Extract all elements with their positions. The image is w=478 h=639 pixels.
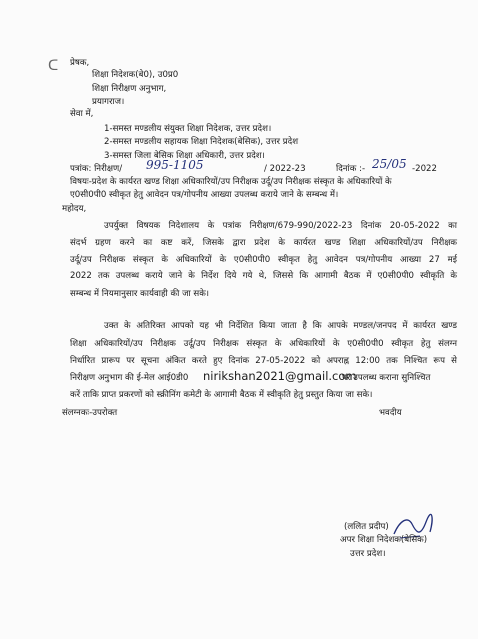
para1-line-1: उपर्युक्त विषयक निदेशालय के पत्रांक निरीक्षण/679-990/2022-23 दिनांक 20-05-2022 का bbox=[104, 221, 457, 231]
para2-line-2: शिक्षा अधिकारियों/उप निरीक्षक उर्दू/उप निरीक्षक संस्कृत के अधिकारियों के ए0सी0पी0 स्वीकृत हेतु संलग्न bbox=[70, 339, 457, 349]
signatory-state: उत्तर प्रदेश। bbox=[350, 549, 386, 559]
date-handwritten: 25/05 bbox=[372, 157, 407, 171]
ref-prefix: पत्रांक: निरीक्षण/ bbox=[70, 164, 123, 174]
para2-last-line: करें ताकि प्राप्त प्रकरणों को स्क्रीनिंग कमेटी के आगामी बैठक में स्वीकृति हेतु प्रस्तुत किया जा सके। bbox=[70, 390, 373, 400]
para2-line-3: निर्धारित प्रारूप पर सूचना अंकित करते हुए दिनांक 27-05-2022 को अपराह्न 12:00 तक निश्चित रूप से bbox=[70, 356, 457, 366]
sender-line-2: शिक्षा निरीक्षण अनुभाग, bbox=[92, 84, 167, 94]
recipient-2: 2-समस्त मण्डलीय सहायक शिक्षा निदेशक(बेसिक), उत्तर प्रदेश bbox=[104, 137, 299, 147]
date-year: -2022 bbox=[412, 164, 437, 174]
para1-line-3: उर्दू/उप निरीक्षक संस्कृत के अधिकारियों के ए0सी0पी0 स्वीकृत हेतु आवेदन पत्र/गोपनीय आख्या 27 मई bbox=[70, 255, 457, 265]
to-label: सेवा में, bbox=[70, 109, 94, 119]
enclosure: संलग्नकः-उपरोक्त bbox=[62, 408, 118, 418]
para1-line-2: संदर्भ ग्रहण करने का कष्ट करें, जिसके द्वारा प्रदेश के कार्यरत खण्ड शिक्षा अधिकारियों/उप निरीक्षक bbox=[70, 238, 457, 248]
sender-label: प्रेषक, bbox=[70, 58, 90, 68]
para2-line-1: उक्त के अतिरिक्त आपको यह भी निर्देशित किया जाता है कि आपके मण्डल/जनपद में कार्यरत खण्ड bbox=[104, 321, 457, 331]
subject-line-2: ए0सी0पी0 स्वीकृत हेतु आवेदन पत्र/गोपनीय आख्या उपलब्ध कराये जाने के सम्बन्ध में। bbox=[70, 190, 339, 200]
sender-line-1: शिक्षा निदेशक(बे0), उ0प्र0 bbox=[92, 70, 179, 80]
signatory-designation: अपर शिक्षा निदेशक(बेसिक) bbox=[340, 535, 428, 545]
ref-number-handwritten: 995-1105 bbox=[146, 158, 204, 172]
recipient-1: 1-समस्त मण्डलीय संयुक्त शिक्षा निदेशक, उत्तर प्रदेश। bbox=[104, 124, 272, 134]
email-line-before: निरीक्षण अनुभाग की ई-मेल आई0डी0 bbox=[70, 373, 189, 383]
date-label: दिनांक :- bbox=[336, 164, 366, 174]
para1-line-5: सम्बन्ध में नियमानुसार कार्यवाही की जा सके। bbox=[70, 289, 210, 299]
para1-line-4: 2022 तक उपलब्ध कराये जाने के निर्देश दिये गये थे, जिससे कि आगामी बैठक में ए0सी0पी0 स्वीकृति के bbox=[70, 271, 457, 281]
email-line-after: पर उपलब्ध कराना सुनिश्चित bbox=[342, 373, 431, 383]
email-address: nirikshan2021@gmail.com bbox=[203, 369, 357, 383]
closing: भवदीय bbox=[379, 408, 402, 418]
sender-line-3: प्रयागराज। bbox=[92, 97, 125, 107]
ref-year: / 2022-23 bbox=[264, 164, 306, 174]
salutation: महोदय, bbox=[62, 204, 87, 214]
subject-line-1: विषयः-प्रदेश के कार्यरत खण्ड शिक्षा अधिकारियों/उप निरीक्षक उर्दू/उप निरीक्षक संस्कृत के अधिकारियों के bbox=[70, 177, 392, 187]
recipient-3: 3-समस्त जिला बेसिक शिक्षा अधिकारी, उत्तर प्रदेश। bbox=[104, 151, 265, 161]
signatory-name: (ललित प्रदीप) bbox=[344, 522, 389, 532]
margin-mark: ᑕ bbox=[48, 58, 59, 74]
